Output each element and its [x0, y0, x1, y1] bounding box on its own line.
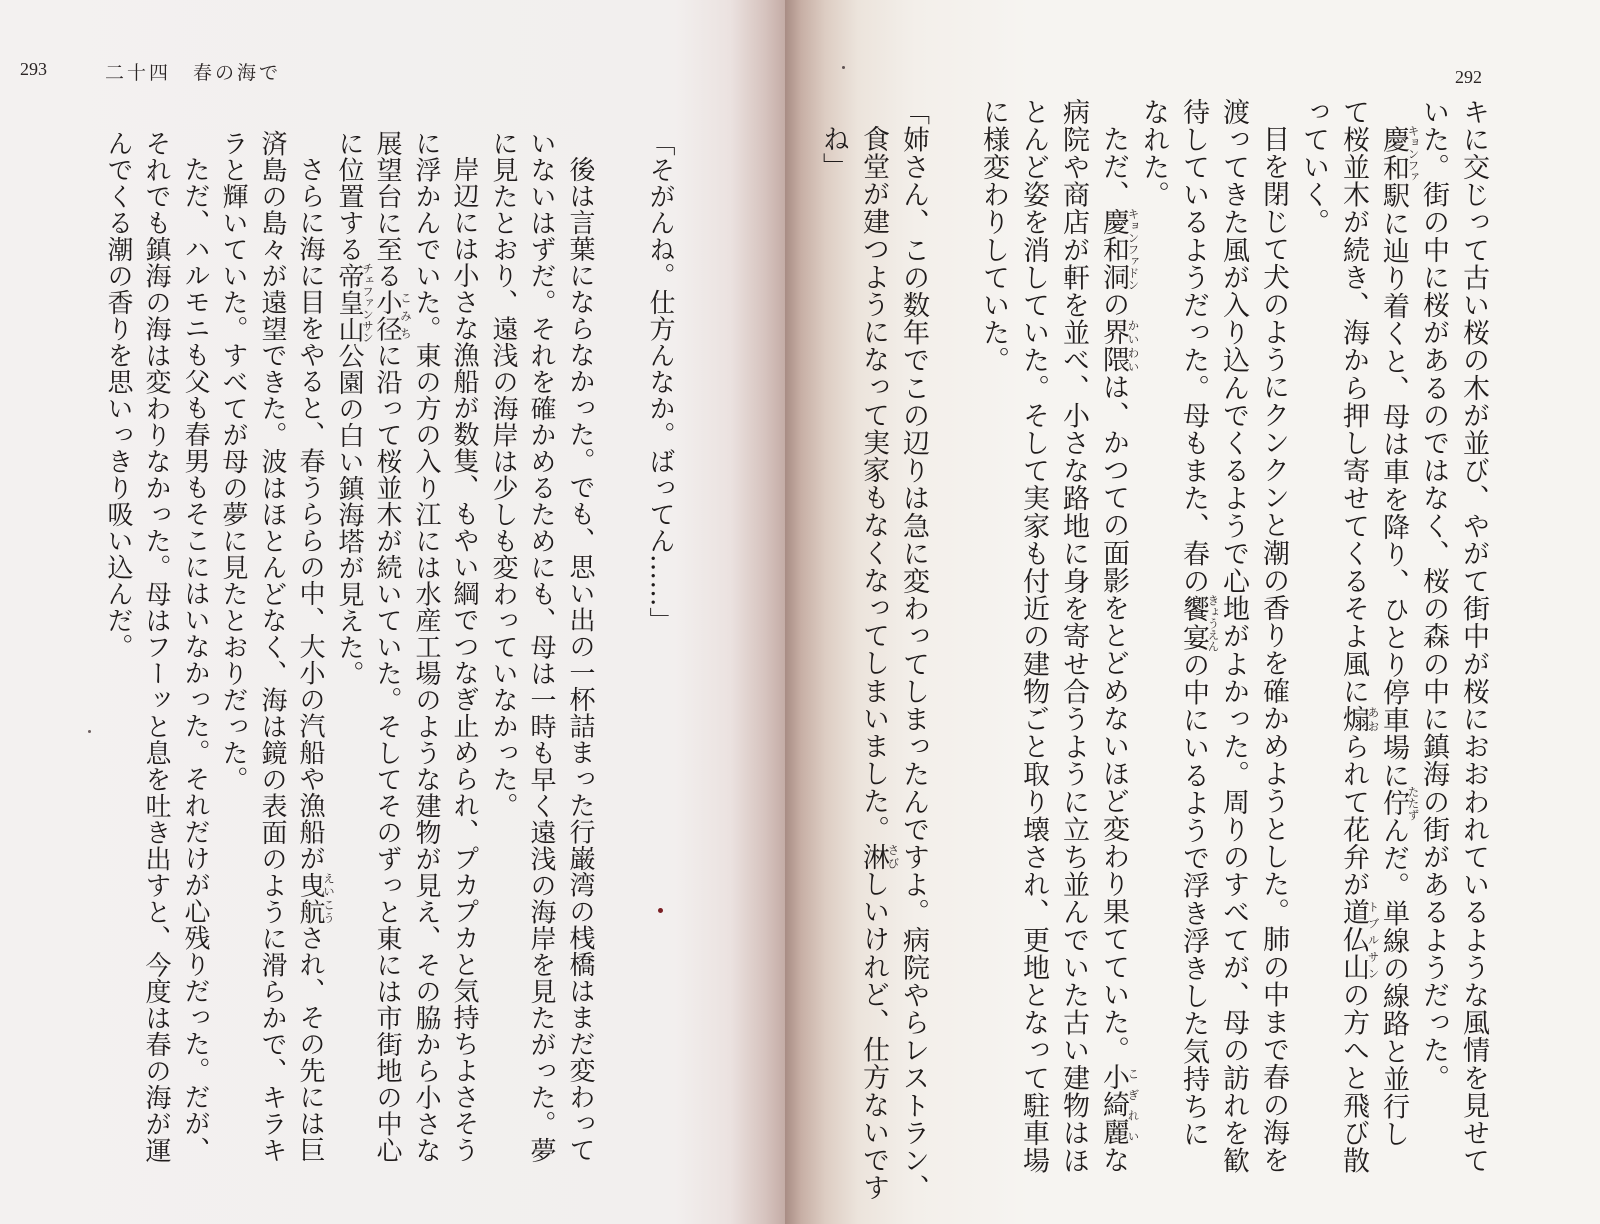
ruby-annotated-word — [1098, 1063, 1141, 1147]
text-run: は、かつての面影をとどめないほど変わり果てていた。 — [1098, 373, 1129, 1064]
text-run: とんど姿を消していた。そして実家も付近の建物ごと取り壊され、更地となって駐車場 — [1018, 98, 1049, 1175]
text-run: ただ、 — [1098, 125, 1129, 208]
ruby-annotated-word — [1178, 594, 1221, 652]
ruby-reading: キョンファドン — [1126, 207, 1141, 291]
ruby-annotated-word — [372, 289, 413, 342]
text-run: 公園の白い鎮海塔が見えた。 — [334, 342, 364, 688]
text-run: ね」 — [818, 125, 849, 181]
text-run: 展望台に至る — [372, 130, 402, 289]
left-page — [0, 0, 785, 1224]
page-number-right: 292 — [1455, 67, 1482, 87]
text-run: んだ。単線の線路と並行し — [1378, 816, 1409, 1148]
text-run: ただ、ハルモニも父も春男もそこにはいなかった。それだけが心残りだった。だが、 — [180, 156, 210, 1163]
ruby-base: 佇 — [1378, 785, 1409, 821]
text-run: 駅に辿り着くと、母は車を降り、ひとり停車場に — [1378, 181, 1409, 790]
text-run: いないはずだ。それを確かめるためにも、母は一時も早く遠浅の海岸を見たがった。夢 — [526, 130, 556, 1164]
ruby-base: 小径 — [372, 289, 402, 342]
ruby-annotated-word — [1098, 207, 1141, 291]
right-page — [785, 0, 1600, 1224]
text-run: 病院や商店が軒を並べ、小さな路地に身を寄せ合うように立ち並んでいた古い建物はほ — [1058, 98, 1089, 1175]
ruby-reading: こぎれい — [1126, 1063, 1141, 1147]
ruby-annotated-word — [1378, 125, 1421, 183]
ruby-base: 小綺麗 — [1098, 1063, 1129, 1147]
ruby-base: 慶和洞 — [1098, 207, 1129, 291]
text-run: て桜並木が続き、海から押し寄せてくるそよ風に — [1338, 98, 1369, 706]
running-head: 二十四 春の海で — [105, 63, 282, 84]
text-run: され、その先には巨 — [295, 924, 325, 1163]
scan-speck — [842, 66, 845, 69]
text-run: 目を閉じて犬のようにクンクンと潮の香りを確かめようとした。肺の中まで春の海を — [1258, 125, 1289, 1174]
text-run: 待しているようだった。母もまた、春の — [1178, 98, 1209, 595]
text-run: 「姉さん、この数年でこの辺りは急に変わってしまったんですよ。病院やらレストラン、 — [898, 98, 929, 1202]
text-run: 岸辺には小さな漁船が数隻、もやい綱でつなぎ止められ、プカプカと気持ちよさそう — [449, 156, 479, 1163]
text-run: られて花弁が — [1338, 732, 1369, 899]
text-run: キに交じって古い桜の木が並び、やがて街中が桜におおわれているような風情を見せて — [1458, 98, 1489, 1175]
text-run: 食堂が建つようになって実家もなくなってしまいました。 — [858, 125, 889, 843]
ruby-reading: たたず — [1406, 785, 1421, 821]
text-run: の中にいるようで浮き浮きした気持ちに — [1178, 651, 1209, 1148]
ruby-annotated-word — [858, 842, 901, 871]
ruby-reading: えいこう — [322, 871, 336, 925]
text-run: に浮かんでいた。東の方の入り江には水産工場のような建物が見え、その脇から小さな — [411, 130, 441, 1164]
text-run: 後は言葉にならなかった。でも、思い出の一杯詰まった行巌湾の桟橋はまだ変わって — [565, 156, 595, 1163]
ruby-base: 道仏山 — [1338, 898, 1369, 982]
text-run: 渡ってきた風が入り込んでくるようで心地がよかった。周りのすべてが、母の訪れを歓 — [1218, 98, 1249, 1175]
text-run: な — [1098, 1146, 1129, 1174]
text-run: ラと輝いていた。すべてが母の夢に見たとおりだった。 — [218, 130, 248, 793]
ruby-annotated-word — [1378, 785, 1421, 821]
text-run: それでも鎮海の海は変わりなかった。母はフーッと息を吐き出すと、今度は春の海が運 — [141, 130, 171, 1164]
text-run: の — [1098, 290, 1129, 319]
ruby-reading: あお — [1366, 705, 1381, 733]
ruby-reading: さび — [886, 842, 901, 871]
scan-speck — [88, 730, 91, 733]
text-run: の方へと飛び散 — [1338, 981, 1369, 1175]
text-run: に様変わりしていた。 — [978, 98, 1009, 374]
text-run: さらに海に目をやると、春うららの中、大小の汽船や漁船が — [295, 156, 325, 872]
ruby-base: 饗宴 — [1178, 594, 1209, 652]
text-run: っていく。 — [1298, 98, 1329, 236]
scan-speck — [658, 908, 663, 913]
page-number-left: 293 — [20, 59, 47, 79]
ruby-annotated-word — [334, 262, 375, 343]
ruby-base: 慶和 — [1378, 125, 1409, 183]
ruby-reading: トブルサン — [1366, 898, 1381, 982]
ruby-reading: こみち — [399, 289, 413, 342]
text-run: いた。街の中に桜があるのではなく、桜の森の中に鎮海の街があるようだった。 — [1418, 98, 1449, 1092]
text-run: 「そがんね。仕方んなか。ばってん……」 — [645, 130, 675, 634]
ruby-base: 淋 — [858, 842, 889, 871]
ruby-reading: キョンファ — [1406, 125, 1421, 183]
ruby-base: 煽 — [1338, 705, 1369, 733]
text-run: に位置する — [334, 130, 364, 263]
ruby-reading: きょうえん — [1206, 594, 1221, 652]
ruby-reading: かいわい — [1126, 318, 1141, 374]
text-run: なれた。 — [1138, 98, 1169, 209]
text-run: 済島の島々が遠望できた。波はほとんどなく、海は鏡の表面のように滑らかで、キラキ — [257, 130, 287, 1164]
ruby-annotated-word — [1338, 705, 1381, 733]
dialogue-column — [634, 130, 686, 1210]
ruby-annotated-word — [1098, 318, 1141, 374]
text-run: に沿って桜並木が続いていた。そしてそのずっと東には市街地の中心 — [372, 342, 402, 1164]
text-run: に見たとおり、遠浅の海岸は少しも変わっていなかった。 — [488, 130, 518, 819]
ruby-base: 界隈 — [1098, 318, 1129, 374]
text-run: しいけれど、仕方ないです — [858, 870, 889, 1202]
ruby-annotated-word — [295, 871, 336, 925]
ruby-annotated-word — [1338, 898, 1381, 982]
ruby-base: 帝皇山 — [334, 262, 364, 343]
text-run: んでくる潮の香りを思いっきり吸い込んだ。 — [103, 130, 133, 660]
text-column — [966, 98, 1020, 1208]
ruby-reading: チェファンサン — [361, 262, 375, 343]
text-column — [92, 130, 144, 1210]
ruby-base: 曳航 — [295, 871, 325, 925]
dialogue-column — [806, 98, 860, 1208]
